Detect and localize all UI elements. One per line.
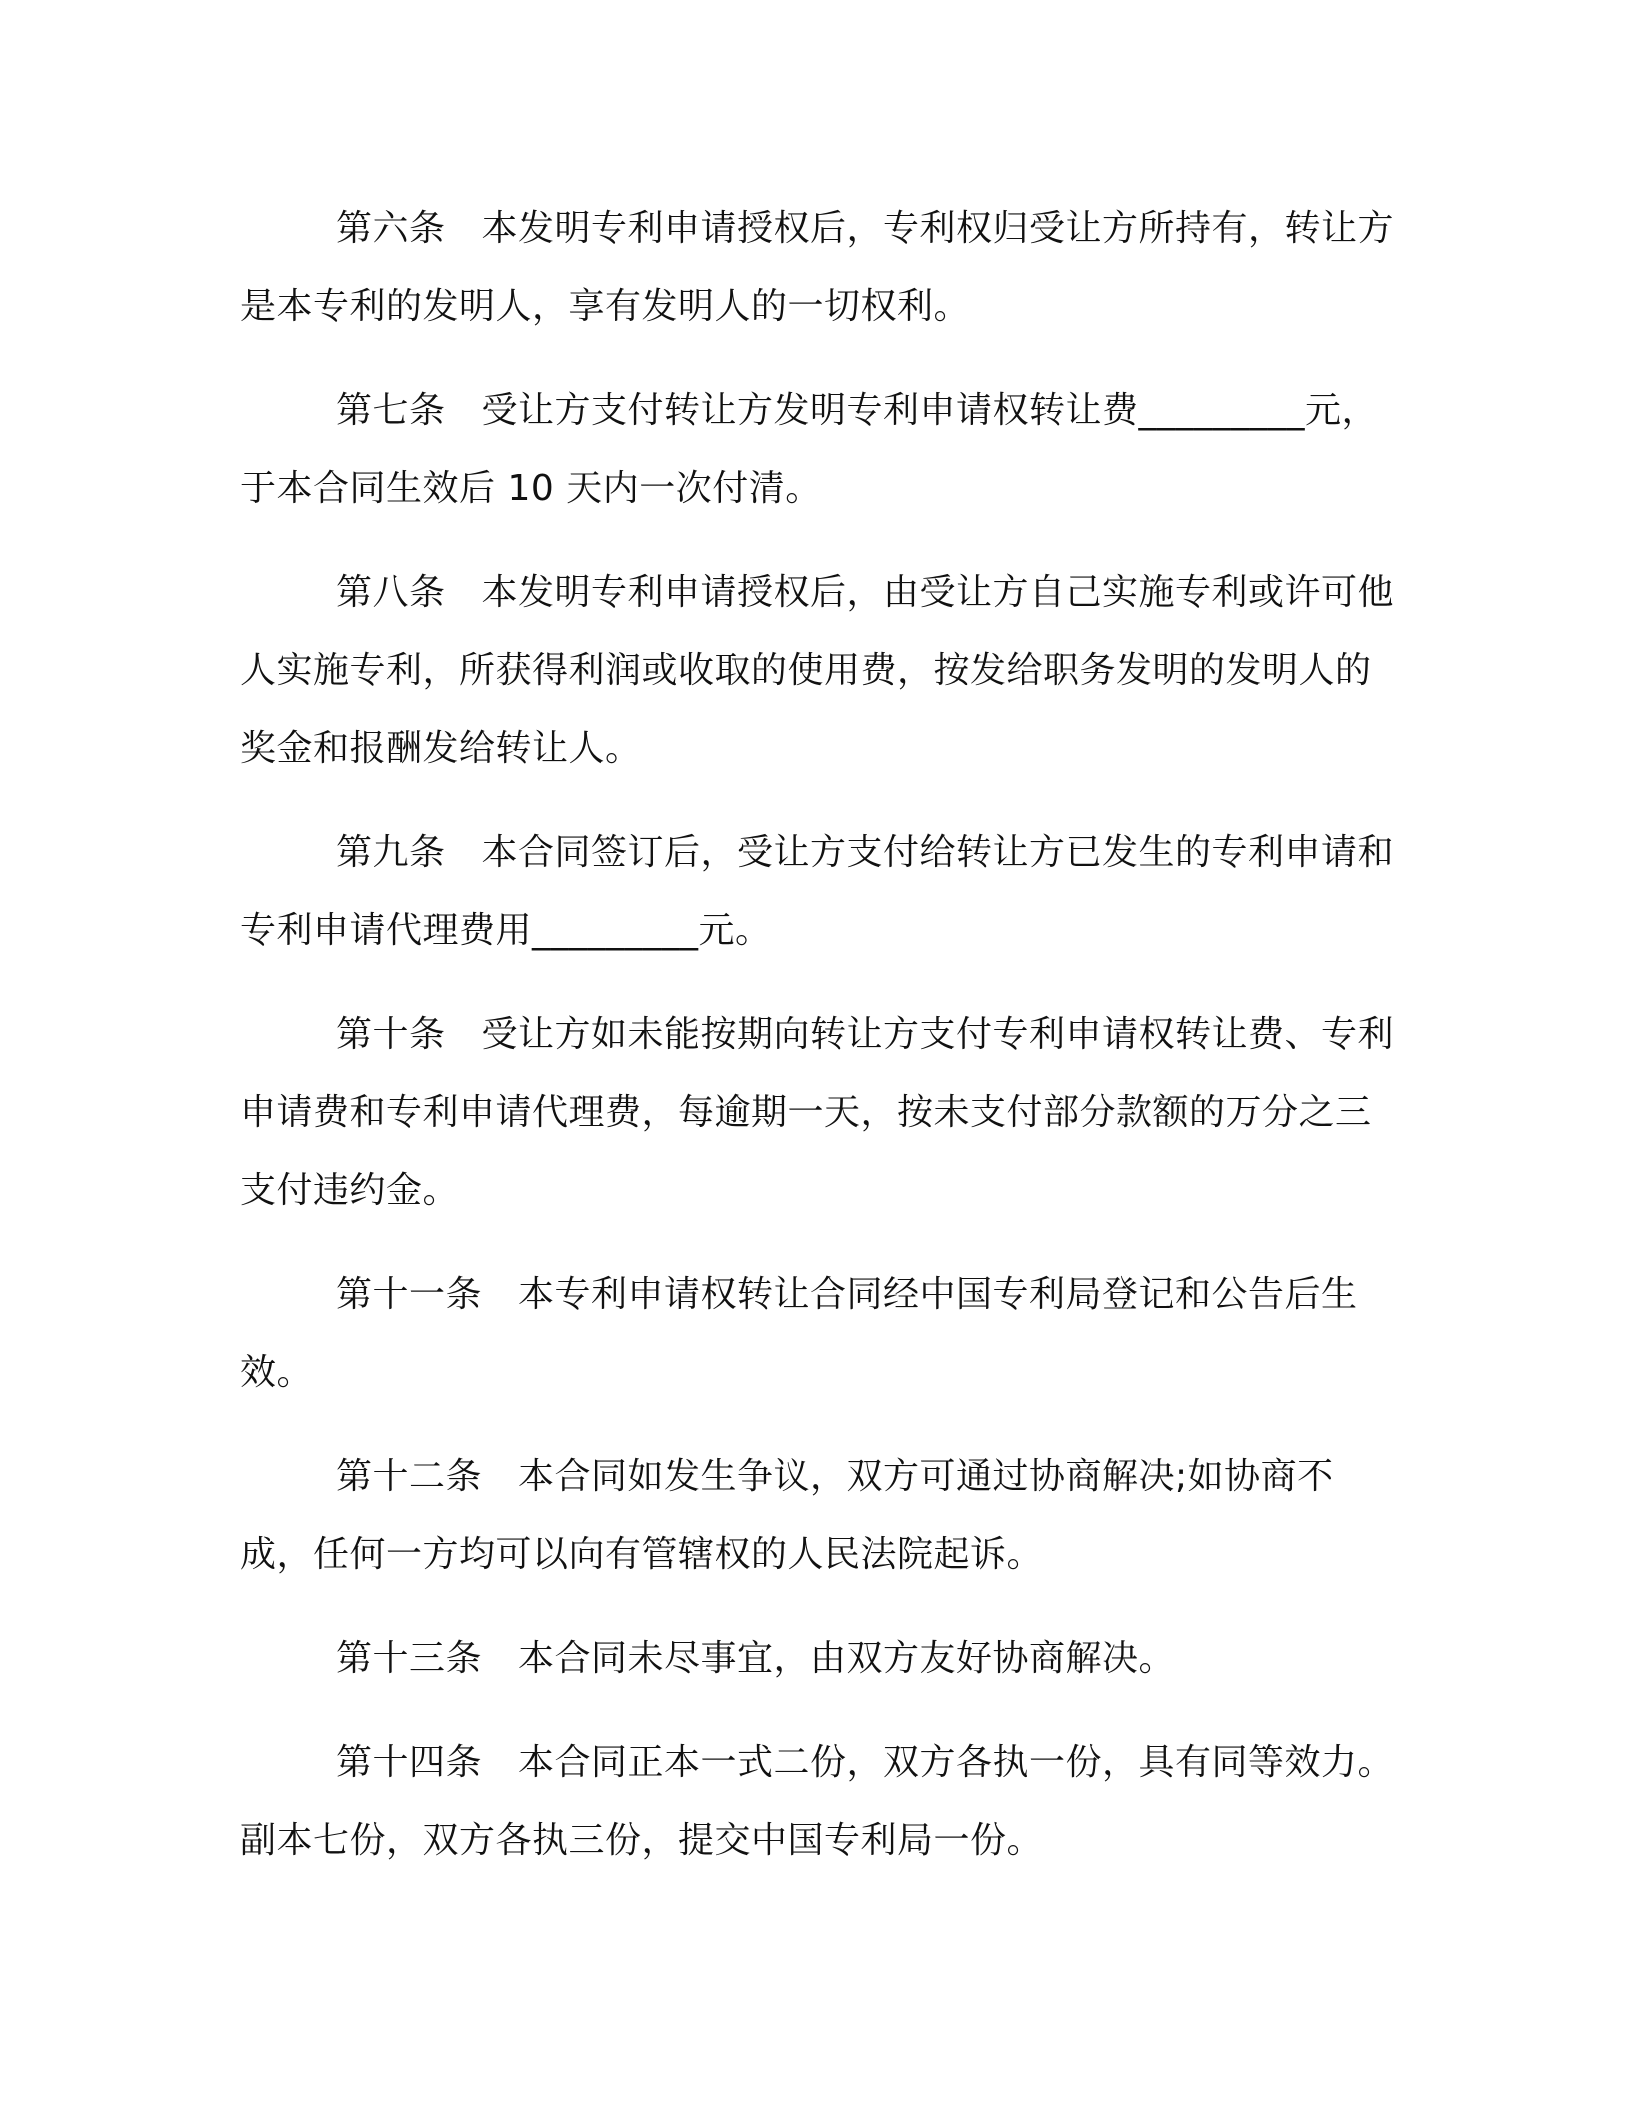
clause-8-number: 第八条 [336, 572, 446, 613]
clause-14 [240, 1724, 1400, 1880]
clause-11-text: 本专利申请权转让合同经中国专利局登记和公告后生效。 [240, 1274, 1358, 1393]
clause-14-number: 第十四条 [336, 1742, 483, 1783]
clause-7-text: 受让方支付转让方发明专利申请权转让费_________元，于本合同生效后 10 天内一次付清。 [240, 390, 1379, 509]
clause-8-text: 本发明专利申请授权后，由受让方自己实施专利或许可他人实施专利，所获得利润或收取的使用费，按发给职务发明的发明人的奖金和报酬发给转让人。 [240, 572, 1395, 769]
clause-7 [240, 372, 1400, 528]
clause-12-number: 第十二条 [336, 1456, 483, 1497]
clause-8 [240, 554, 1400, 788]
clause-11-number: 第十一条 [336, 1274, 483, 1315]
clause-10 [240, 996, 1400, 1230]
clause-9-text: 本合同签订后，受让方支付给转让方已发生的专利申请和专利申请代理费用_________元。 [240, 832, 1395, 951]
clause-13-text: 本合同未尽事宜，由双方友好协商解决。 [518, 1638, 1176, 1679]
clause-13 [240, 1620, 1400, 1698]
clause-12-text: 本合同如发生争议，双方可通过协商解决;如协商不成，任何一方均可以向有管辖权的人民法院起诉。 [240, 1456, 1334, 1575]
clause-7-number: 第七条 [336, 390, 446, 431]
clause-10-number: 第十条 [336, 1014, 446, 1055]
clause-12 [240, 1438, 1400, 1594]
contract-clauses [240, 190, 1400, 1880]
clause-13-number: 第十三条 [336, 1638, 483, 1679]
clause-9 [240, 814, 1400, 970]
clause-6-number: 第六条 [336, 208, 446, 249]
clause-6-text: 本发明专利申请授权后，专利权归受让方所持有，转让方是本专利的发明人，享有发明人的一切权利。 [240, 208, 1395, 327]
clause-9-number: 第九条 [336, 832, 446, 873]
clause-11 [240, 1256, 1400, 1412]
clause-14-text: 本合同正本一式二份，双方各执一份，具有同等效力。副本七份，双方各执三份，提交中国专利局一份。 [240, 1742, 1395, 1861]
clause-6 [240, 190, 1400, 346]
clause-10-text: 受让方如未能按期向转让方支付专利申请权转让费、专利申请费和专利申请代理费，每逾期一天，按未支付部分款额的万分之三支付违约金。 [240, 1014, 1395, 1211]
